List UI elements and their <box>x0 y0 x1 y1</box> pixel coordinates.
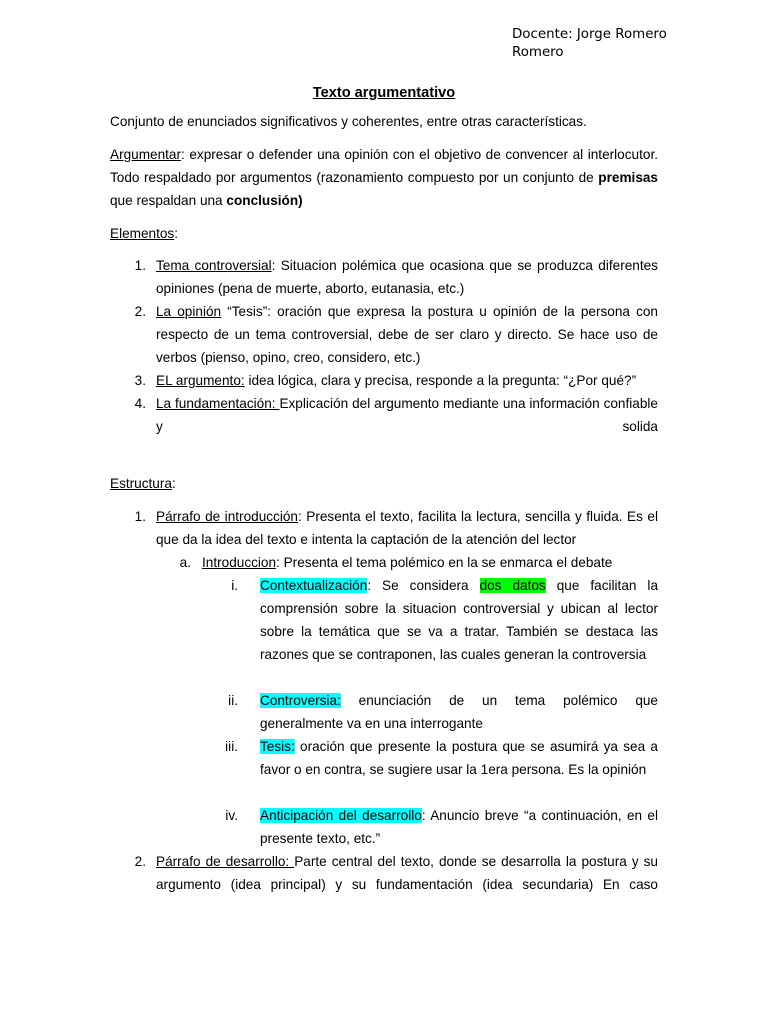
elementos-heading <box>110 222 658 245</box>
argumentar-paragraph <box>110 143 658 212</box>
sub-iii-number: iii. <box>225 739 238 754</box>
docente-header: Docente: Jorge Romero Romero <box>512 27 667 60</box>
elementos-item-4 <box>156 392 658 438</box>
elementos-item-1-number: 1. <box>134 258 146 273</box>
sub-i <box>260 574 658 666</box>
elementos-item-4-number: 4. <box>134 396 146 411</box>
estructura-sub-a <box>202 551 658 574</box>
elementos-item-2-text: “Tesis”: oración que expresa la postura u opinión de la persona con respecto de un tema controversial, debe de ser claro y directo. Se hace uso de verbos (pienso, opino, creo, considero, etc.) <box>156 304 658 365</box>
elementos-item-3-text: idea lógica, clara y precisa, responde a la pregunta: “¿Por qué?” <box>244 373 637 388</box>
elementos-item-4-text: Explicación del argumento mediante una información confiable y solida <box>156 396 658 434</box>
elementos-item-3-number: 3. <box>134 373 146 388</box>
elementos-item-2 <box>156 300 658 369</box>
estructura-item-2-term: Párrafo de desarrollo: <box>156 854 295 869</box>
estructura-heading-label: Estructura <box>110 476 172 491</box>
sub-iv-term: Anticipación del desarrollo <box>260 808 422 823</box>
conclusion-text: conclusión) <box>226 193 303 208</box>
estructura-item-1 <box>156 505 658 551</box>
estructura-sub-a-number: a. <box>179 555 191 570</box>
sub-i-highlight: dos datos <box>479 578 546 593</box>
page-title: Texto argumentativo <box>312 85 456 101</box>
premisas-text: premisas <box>598 170 658 185</box>
sub-i-text-a: : Se considera <box>367 578 480 593</box>
estructura-sub-a-term: Introduccion <box>202 555 277 570</box>
argumentar-text2: que respaldan una <box>110 193 227 208</box>
estructura-item-1-term: Párrafo de introducción <box>156 509 298 524</box>
sub-ii-text: enunciación de un tema polémico que generalmente va en una interrogante <box>260 693 658 731</box>
estructura-heading-colon: : <box>171 476 176 491</box>
sub-iv-text: : Anuncio breve “a continuación, en el presente texto, etc.” <box>260 808 659 846</box>
argumentar-text1: : expresar o defender una opinión con el objetivo de convencer al interlocutor. Todo respaldado por argumentos (razonamiento compuesto por un conjunto de <box>110 147 658 185</box>
sub-i-term: Contextualización <box>260 578 368 593</box>
intro-paragraph: Conjunto de enunciados significativos y coherentes, entre otras características. <box>110 114 587 129</box>
elementos-item-1-text: : Situacion polémica que ocasiona que se produzca diferentes opiniones (pena de muerte, aborto, eutanasia, etc.) <box>156 258 658 296</box>
estructura-item-1-number: 1. <box>134 509 146 524</box>
elementos-item-1 <box>156 254 658 300</box>
elementos-item-2-term: La opinión <box>156 304 222 319</box>
estructura-item-2-number: 2. <box>134 854 146 869</box>
sub-iii <box>260 735 658 781</box>
estructura-heading <box>110 472 658 495</box>
elementos-item-1-term: Tema controversial <box>156 258 272 273</box>
argumentar-term: Argumentar <box>110 147 182 162</box>
elementos-item-2-number: 2. <box>134 304 146 319</box>
sub-i-number: i. <box>231 578 238 593</box>
elementos-heading-label: Elementos <box>110 226 175 241</box>
estructura-sub-a-text: : Presenta el tema polémico en la se enmarca el debate <box>276 555 613 570</box>
elementos-item-3-term: EL argumento: <box>156 373 245 388</box>
elementos-heading-colon: : <box>174 226 179 241</box>
sub-ii-number: ii. <box>228 693 238 708</box>
sub-iii-term: Tesis: <box>260 739 295 754</box>
estructura-item-2-text: Parte central del texto, donde se desarrolla la postura y su argumento (idea principal) y su fundamentación (idea secundaria) En caso <box>156 854 658 892</box>
sub-i-text-b: que facilitan la comprensión sobre la situacion controversial y ubican al lector sobre la temática que se va a tratar. También se destaca las razones que se contraponen, las cuales generan la controversia <box>260 578 658 662</box>
sub-ii <box>260 689 658 735</box>
estructura-item-2 <box>156 850 658 896</box>
sub-ii-term: Controversia: <box>260 693 341 708</box>
sub-iv <box>260 804 658 850</box>
elementos-item-4-term: La fundamentación: <box>156 396 280 411</box>
sub-iv-number: iv. <box>225 808 238 823</box>
elementos-item-3 <box>156 369 658 392</box>
estructura-item-1-text: : Presenta el texto, facilita la lectura, sencilla y fluida. Es el que da la idea del texto e intenta la captación de la atención del lector <box>156 509 658 547</box>
sub-iii-text: oración que presente la postura que se asumirá ya sea a favor o en contra, se sugiere usar la 1era persona. Es la opinión <box>260 739 658 777</box>
